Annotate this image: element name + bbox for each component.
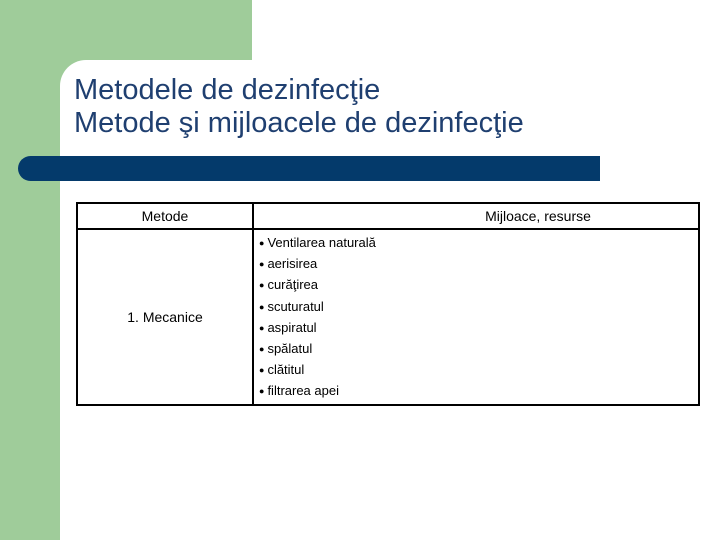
bullet-icon: ●	[259, 280, 265, 291]
list-item: ● filtrarea apei	[259, 383, 339, 399]
list-item: ● curăţirea	[259, 277, 319, 293]
header-means: Mijloace, resurse	[253, 203, 699, 229]
list-item: ● clătitul	[259, 362, 305, 378]
method-cell	[77, 229, 253, 405]
title-rule-bar	[18, 156, 600, 181]
title-line-2: Metode şi mijloacele de dezinfecţie	[74, 107, 524, 139]
table-header-row	[77, 203, 699, 229]
bullet-icon: ●	[259, 301, 265, 312]
list-item: ● aspiratul	[259, 319, 317, 335]
list-item: ● Ventilarea naturală	[259, 235, 376, 250]
table-row	[77, 229, 699, 405]
means-cell	[253, 229, 699, 405]
list-item: ● aerisirea	[259, 256, 318, 272]
title-line-1: Metodele de dezinfecţie	[74, 74, 381, 106]
bullet-icon: ●	[259, 259, 265, 270]
bullet-icon: ●	[259, 344, 265, 355]
method-label: 1. Mecanice	[127, 309, 203, 325]
bullet-icon: ●	[259, 322, 265, 333]
means-list	[259, 233, 698, 403]
list-item: ● scuturatul	[259, 298, 324, 314]
bullet-icon: ●	[259, 238, 265, 248]
bullet-icon: ●	[259, 365, 265, 376]
methods-table	[76, 202, 700, 406]
slide-title	[74, 74, 694, 140]
header-methods: Metode	[77, 203, 253, 229]
bullet-icon: ●	[259, 386, 265, 397]
list-item: ● spălatul	[259, 341, 313, 357]
